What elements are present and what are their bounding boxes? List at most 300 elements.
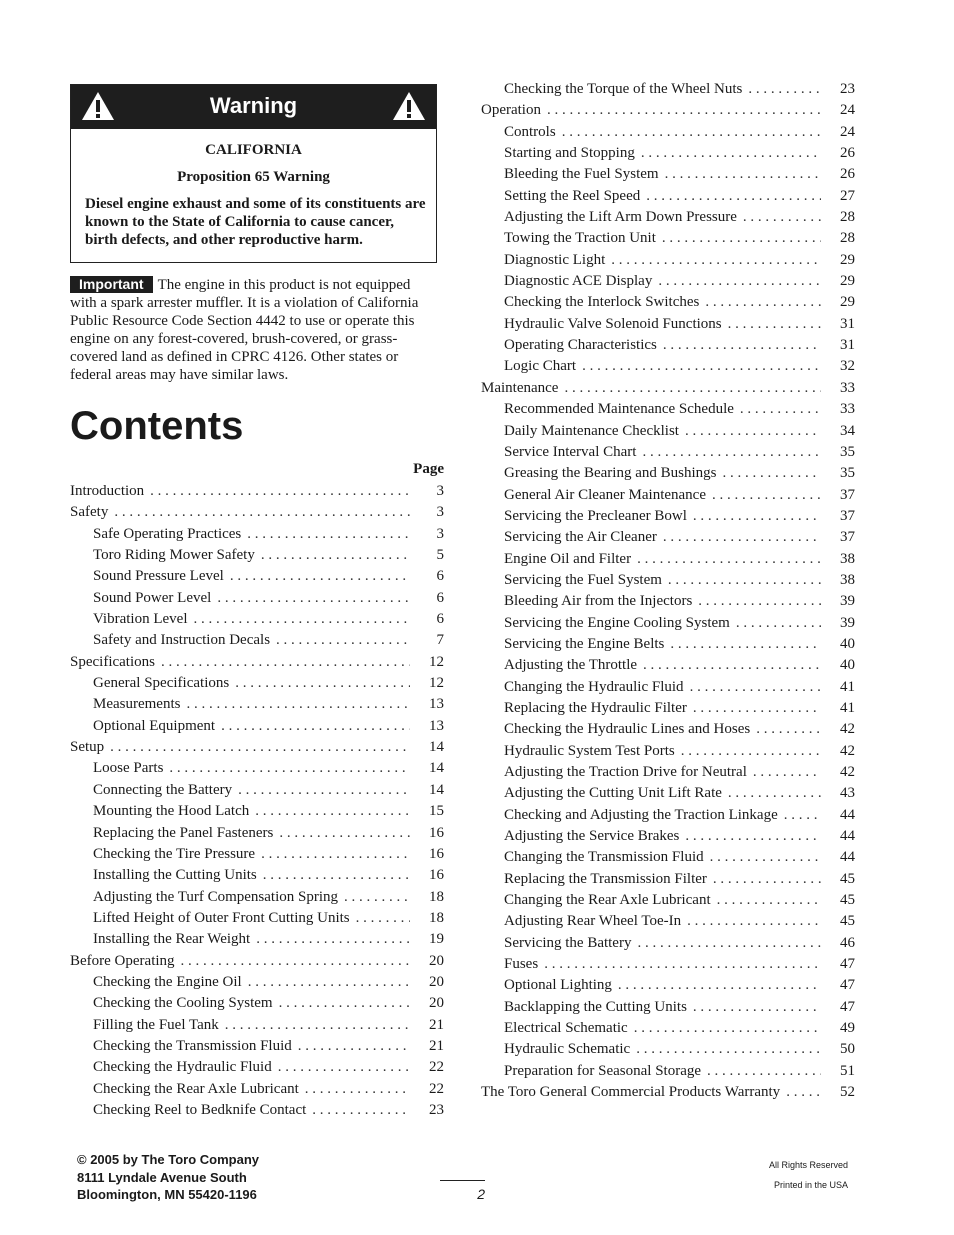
toc-entry-title: Fuses (504, 956, 539, 973)
toc-entry[interactable] (481, 400, 855, 421)
toc-leader-dots (743, 208, 821, 227)
toc-entry-page: 44 (840, 806, 855, 823)
toc-entry-title: Adjusting the Service Brakes (504, 828, 680, 845)
toc-entry-page: 38 (840, 550, 855, 567)
toc-leader-dots (637, 550, 821, 569)
toc-entry-page: 21 (429, 1037, 444, 1054)
publisher-info (77, 1151, 259, 1204)
toc-entry-page: 37 (840, 529, 855, 546)
toc-entry-title: Bleeding Air from the Injectors (504, 593, 693, 610)
toc-entry-page: 5 (436, 547, 444, 564)
toc-entry-title: Checking and Adjusting the Traction Linkage (504, 806, 778, 823)
toc-entry-page: 16 (429, 845, 444, 862)
toc-leader-dots (646, 187, 821, 206)
toc-entry[interactable] (70, 1101, 444, 1122)
toc-entry[interactable] (481, 123, 855, 144)
toc-entry[interactable] (481, 486, 855, 507)
toc-entry-page: 19 (429, 931, 444, 948)
toc-right-column (481, 80, 855, 1105)
toc-entry-title: Sound Power Level (93, 589, 212, 606)
toc-entry-title: Checking the Engine Oil (93, 973, 242, 990)
toc-entry[interactable] (481, 635, 855, 656)
toc-entry-page: 42 (840, 721, 855, 738)
toc-leader-dots (712, 486, 821, 505)
toc-entry-title: Checking the Rear Axle Lubricant (93, 1080, 299, 1097)
warning-triangle-icon (392, 91, 426, 121)
toc-leader-dots (221, 717, 410, 736)
toc-entry-title: Starting and Stopping (504, 145, 635, 162)
toc-entry-page: 6 (436, 589, 444, 606)
toc-entry[interactable] (70, 866, 444, 887)
toc-entry-title: Adjusting the Cutting Unit Lift Rate (504, 785, 722, 802)
toc-leader-dots (698, 592, 821, 611)
toc-entry[interactable] (70, 503, 444, 524)
toc-entry[interactable] (481, 592, 855, 613)
toc-entry-title: Maintenance (481, 379, 559, 396)
toc-entry[interactable] (481, 101, 855, 122)
toc-entry-title: Electrical Schematic (504, 1020, 628, 1037)
toc-leader-dots (618, 976, 821, 995)
toc-entry-title: Engine Oil and Filter (504, 550, 632, 567)
toc-entry[interactable] (481, 528, 855, 549)
toc-entry[interactable] (70, 802, 444, 823)
toc-entry[interactable] (70, 952, 444, 973)
toc-leader-dots (641, 144, 821, 163)
toc-entry-title: Checking Reel to Bedknife Contact (93, 1101, 307, 1118)
toc-entry-page: 3 (436, 504, 444, 521)
toc-entry-page: 24 (840, 123, 855, 140)
page-number-rule (440, 1180, 485, 1181)
toc-entry[interactable] (481, 656, 855, 677)
toc-leader-dots (693, 699, 821, 718)
toc-entry-page: 20 (429, 995, 444, 1012)
toc-entry[interactable] (70, 1058, 444, 1079)
contents-heading: Contents (70, 404, 244, 448)
toc-leader-dots (562, 123, 821, 142)
toc-entry[interactable] (70, 567, 444, 588)
toc-entry[interactable] (70, 994, 444, 1015)
toc-leader-dots (356, 909, 410, 928)
toc-entry-title: Loose Parts (93, 760, 164, 777)
toc-entry-title: Checking the Torque of the Wheel Nuts (504, 81, 743, 97)
toc-leader-dots (748, 80, 821, 99)
page-number: 2 (477, 1186, 485, 1202)
toc-entry-page: 44 (840, 849, 855, 866)
toc-entry-page: 21 (429, 1016, 444, 1033)
toc-entry[interactable] (70, 909, 444, 930)
toc-entry[interactable] (70, 930, 444, 951)
toc-entry-page: 32 (840, 358, 855, 375)
copyright: © 2005 by The Toro Company (77, 1152, 259, 1167)
toc-entry-title: Replacing the Transmission Filter (504, 870, 707, 887)
toc-entry-page: 29 (840, 294, 855, 311)
toc-entry[interactable] (70, 1016, 444, 1037)
toc-leader-dots (181, 952, 410, 971)
toc-leader-dots (230, 567, 410, 586)
toc-leader-dots (668, 571, 821, 590)
toc-entry-title: Introduction (70, 483, 145, 499)
toc-entry-title: Hydraulic Valve Solenoid Functions (504, 315, 722, 332)
toc-entry-page: 50 (840, 1041, 855, 1058)
warning-body: Diesel engine exhaust and some of its constituents are known to the State of California to cause cancer, birth defects, and other reproductive harm. (85, 196, 426, 248)
toc-entry-title: Safety and Instruction Decals (93, 632, 271, 649)
toc-entry-page: 29 (840, 251, 855, 268)
toc-entry-page: 24 (840, 102, 855, 119)
toc-entry-page: 49 (840, 1020, 855, 1037)
toc-entry[interactable] (481, 293, 855, 314)
toc-entry[interactable] (70, 759, 444, 780)
toc-leader-dots (642, 443, 821, 462)
toc-leader-dots (756, 720, 821, 739)
toc-leader-dots (298, 1037, 410, 1056)
toc-entry-page: 52 (840, 1084, 855, 1101)
toc-leader-dots (705, 293, 821, 312)
toc-entry-title: Bleeding the Fuel System (504, 166, 659, 183)
toc-entry-page: 3 (436, 483, 444, 499)
toc-entry-title: Installing the Rear Weight (93, 931, 251, 948)
toc-entry[interactable] (481, 571, 855, 592)
toc-entry-title: Operating Characteristics (504, 337, 657, 354)
toc-entry-title: Backlapping the Cutting Units (504, 998, 687, 1015)
toc-leader-dots (161, 653, 410, 672)
toc-entry[interactable] (481, 699, 855, 720)
toc-entry-title: Toro Riding Mower Safety (93, 547, 255, 564)
toc-entry-title: Recommended Maintenance Schedule (504, 401, 734, 418)
toc-entry[interactable] (481, 891, 855, 912)
toc-entry-page: 12 (429, 653, 444, 670)
toc-entry-title: Changing the Hydraulic Fluid (504, 678, 684, 695)
toc-entry-page: 22 (429, 1080, 444, 1097)
toc-entry[interactable] (70, 824, 444, 845)
toc-entry-title: Checking the Hydraulic Lines and Hoses (504, 721, 751, 738)
toc-leader-dots (736, 614, 821, 633)
toc-leader-dots (663, 336, 821, 355)
toc-leader-dots (278, 1058, 410, 1077)
toc-entry-page: 39 (840, 614, 855, 631)
toc-leader-dots (263, 866, 410, 885)
toc-entry[interactable] (481, 315, 855, 336)
toc-entry-title: Safety (70, 504, 109, 521)
important-badge: Important (70, 276, 153, 293)
toc-entry-page: 35 (840, 443, 855, 460)
toc-leader-dots (279, 994, 410, 1013)
toc-entry[interactable] (481, 165, 855, 186)
toc-leader-dots (634, 1019, 821, 1038)
toc-entry[interactable] (481, 763, 855, 784)
toc-entry[interactable] (481, 848, 855, 869)
toc-leader-dots (687, 912, 821, 931)
toc-entry-title: Installing the Cutting Units (93, 867, 257, 884)
toc-entry[interactable] (481, 208, 855, 229)
toc-entry-title: Before Operating (70, 952, 175, 969)
toc-leader-dots (713, 870, 821, 889)
rights-info (769, 1155, 848, 1195)
toc-entry[interactable] (481, 336, 855, 357)
toc-leader-dots (786, 1083, 821, 1102)
toc-leader-dots (728, 784, 821, 803)
toc-entry-page: 47 (840, 998, 855, 1015)
toc-entry[interactable] (481, 934, 855, 955)
toc-entry-title: Diagnostic ACE Display (504, 273, 653, 290)
rights-reserved: All Rights Reserved (768, 1160, 848, 1170)
toc-leader-dots (784, 806, 821, 825)
toc-entry[interactable] (481, 357, 855, 378)
toc-leader-dots (693, 507, 821, 526)
page-column-header: Page (413, 461, 444, 477)
toc-leader-dots (235, 674, 410, 693)
toc-entry[interactable] (70, 738, 444, 759)
toc-entry-title: Diagnostic Light (504, 251, 606, 268)
toc-entry[interactable] (70, 482, 444, 503)
toc-leader-dots (225, 1016, 410, 1035)
toc-entry-page: 31 (840, 337, 855, 354)
toc-entry[interactable] (481, 614, 855, 635)
toc-entry-page: 6 (436, 568, 444, 585)
toc-leader-dots (717, 891, 821, 910)
toc-leader-dots (169, 759, 410, 778)
toc-leader-dots (255, 802, 410, 821)
toc-entry[interactable] (481, 1040, 855, 1061)
toc-entry[interactable] (70, 546, 444, 567)
toc-entry-page: 14 (429, 739, 444, 756)
toc-leader-dots (658, 272, 821, 291)
toc-entry-title: Vibration Level (93, 611, 188, 628)
warning-box (70, 84, 437, 263)
toc-leader-dots (740, 400, 821, 419)
toc-entry-title: Adjusting Rear Wheel Toe-In (504, 913, 682, 930)
toc-entry-title: Optional Equipment (93, 717, 216, 734)
toc-entry-title: Changing the Rear Axle Lubricant (504, 892, 711, 909)
toc-entry-title: Changing the Transmission Fluid (504, 849, 704, 866)
toc-entry-title: Setup (70, 739, 105, 756)
printed-in: Printed in the USA (773, 1180, 848, 1190)
toc-entry-title: Adjusting the Turf Compensation Spring (93, 888, 339, 905)
toc-entry-page: 18 (429, 888, 444, 905)
toc-entry-title: Connecting the Battery (93, 781, 233, 798)
toc-entry[interactable] (70, 610, 444, 631)
toc-entry-page: 41 (840, 678, 855, 695)
toc-entry-title: Controls (504, 123, 556, 140)
toc-entry[interactable] (70, 1080, 444, 1101)
toc-leader-dots (276, 631, 410, 650)
toc-leader-dots (670, 635, 821, 654)
toc-entry-page: 46 (840, 934, 855, 951)
toc-entry-page: 7 (436, 632, 444, 649)
address-line-1: 8111 Lyndale Avenue South (77, 1169, 247, 1185)
toc-entry[interactable] (70, 695, 444, 716)
toc-entry[interactable] (70, 1037, 444, 1058)
toc-entry-title: Optional Lighting (504, 977, 612, 994)
important-note (70, 276, 440, 384)
toc-leader-dots (193, 610, 410, 629)
toc-leader-dots (636, 1040, 821, 1059)
toc-entry-page: 37 (840, 507, 855, 524)
toc-entry-title: Towing the Traction Unit (504, 230, 656, 247)
toc-entry-page: 42 (840, 764, 855, 780)
toc-entry[interactable] (481, 550, 855, 571)
toc-entry[interactable] (481, 422, 855, 443)
toc-leader-dots (681, 742, 821, 761)
toc-entry[interactable] (481, 784, 855, 805)
toc-entry[interactable] (481, 1019, 855, 1040)
toc-entry[interactable] (70, 653, 444, 674)
toc-entry[interactable] (70, 845, 444, 866)
toc-entry-page: 20 (429, 952, 444, 969)
toc-entry-page: 31 (840, 315, 855, 332)
toc-entry-page: 18 (429, 909, 444, 926)
toc-entry[interactable] (481, 870, 855, 891)
toc-entry[interactable] (481, 507, 855, 528)
toc-entry-page: 45 (840, 870, 855, 887)
toc-entry-title: Hydraulic System Test Ports (504, 742, 675, 759)
toc-entry-title: Logic Chart (504, 358, 577, 375)
toc-entry-page: 16 (429, 824, 444, 841)
toc-leader-dots (344, 888, 410, 907)
toc-entry[interactable] (70, 589, 444, 610)
toc-entry[interactable] (481, 976, 855, 997)
toc-entry-page: 51 (840, 1062, 855, 1079)
toc-left-column (70, 482, 444, 1122)
toc-entry[interactable] (70, 717, 444, 738)
toc-entry[interactable] (481, 229, 855, 250)
toc-entry-title: Servicing the Engine Cooling System (504, 614, 730, 631)
toc-entry-page: 45 (840, 913, 855, 930)
toc-entry[interactable] (70, 525, 444, 546)
toc-entry-page: 13 (429, 717, 444, 734)
toc-entry[interactable] (481, 912, 855, 933)
toc-entry-page: 35 (840, 465, 855, 482)
toc-entry-page: 23 (840, 81, 855, 97)
toc-entry-title: Adjusting the Lift Arm Down Pressure (504, 209, 737, 226)
toc-leader-dots (690, 678, 821, 697)
toc-leader-dots (662, 229, 821, 248)
toc-leader-dots (261, 845, 410, 864)
toc-entry-page: 40 (840, 657, 855, 674)
toc-entry[interactable] (481, 742, 855, 763)
toc-entry[interactable] (481, 806, 855, 827)
toc-entry-page: 6 (436, 611, 444, 628)
toc-leader-dots (665, 165, 821, 184)
toc-entry[interactable] (481, 720, 855, 741)
toc-entry-page: 16 (429, 867, 444, 884)
toc-entry[interactable] (481, 443, 855, 464)
toc-entry-page: 37 (840, 486, 855, 503)
toc-leader-dots (685, 422, 821, 441)
toc-entry[interactable] (481, 187, 855, 208)
toc-entry[interactable] (481, 1083, 855, 1104)
toc-entry-page: 28 (840, 209, 855, 226)
toc-entry-title: Replacing the Panel Fasteners (93, 824, 274, 841)
toc-entry-title: Adjusting the Traction Drive for Neutral (504, 764, 747, 780)
toc-leader-dots (663, 528, 821, 547)
toc-entry-page: 13 (429, 696, 444, 713)
toc-entry-title: Specifications (70, 653, 155, 670)
toc-leader-dots (110, 738, 410, 757)
toc-entry-title: Checking the Hydraulic Fluid (93, 1059, 272, 1076)
toc-entry-title: Measurements (93, 696, 181, 713)
toc-entry-title: Hydraulic Schematic (504, 1041, 631, 1058)
toc-entry-title: General Specifications (93, 675, 230, 692)
toc-entry[interactable] (481, 678, 855, 699)
toc-leader-dots (305, 1080, 410, 1099)
toc-entry-page: 43 (840, 785, 855, 802)
toc-leader-dots (707, 1062, 821, 1081)
toc-entry-title: Daily Maintenance Checklist (504, 422, 679, 439)
toc-leader-dots (186, 695, 410, 714)
toc-entry-title: Adjusting the Throttle (504, 657, 638, 674)
toc-entry[interactable] (481, 998, 855, 1019)
toc-leader-dots (611, 251, 821, 270)
toc-entry[interactable] (481, 827, 855, 848)
toc-entry-page: 22 (429, 1059, 444, 1076)
toc-entry[interactable] (70, 631, 444, 652)
warning-proposition: Proposition 65 Warning (177, 169, 330, 185)
toc-entry[interactable] (481, 272, 855, 293)
toc-entry-page: 14 (429, 781, 444, 798)
warning-title: Warning (209, 93, 298, 118)
toc-entry[interactable] (70, 781, 444, 802)
toc-leader-dots (279, 824, 410, 843)
toc-leader-dots (544, 955, 821, 974)
toc-entry-page: 39 (840, 593, 855, 610)
toc-leader-dots (722, 464, 821, 483)
toc-entry-title: Servicing the Precleaner Bowl (504, 507, 687, 524)
toc-entry-page: 14 (429, 760, 444, 777)
toc-entry-title: Operation (481, 102, 541, 119)
toc-leader-dots (248, 973, 410, 992)
toc-entry[interactable] (481, 144, 855, 165)
toc-leader-dots (710, 848, 821, 867)
toc-entry[interactable] (481, 80, 855, 101)
toc-entry-page: 29 (840, 273, 855, 290)
toc-entry-title: Setting the Reel Speed (504, 187, 641, 204)
toc-entry-page: 44 (840, 828, 855, 845)
toc-entry-title: Service Interval Chart (504, 443, 637, 460)
toc-leader-dots (256, 930, 410, 949)
toc-leader-dots (547, 101, 821, 120)
toc-leader-dots (114, 503, 410, 522)
toc-entry-title: Checking the Tire Pressure (93, 845, 256, 862)
toc-leader-dots (312, 1101, 410, 1120)
toc-entry[interactable] (481, 1062, 855, 1083)
toc-entry[interactable] (70, 888, 444, 909)
toc-entry[interactable] (70, 674, 444, 695)
warning-header (71, 85, 436, 129)
toc-entry-page: 23 (429, 1101, 444, 1118)
toc-leader-dots (564, 379, 821, 398)
toc-entry-title: Safe Operating Practices (93, 525, 242, 542)
toc-entry-page: 27 (840, 187, 855, 204)
toc-leader-dots (238, 781, 410, 800)
toc-entry[interactable] (481, 251, 855, 272)
warning-state: CALIFORNIA (205, 142, 302, 158)
toc-entry-title: The Toro General Commercial Products Warranty (481, 1084, 781, 1101)
toc-entry[interactable] (481, 464, 855, 485)
toc-entry[interactable] (481, 379, 855, 400)
toc-entry-page: 34 (840, 422, 855, 439)
toc-entry-page: 28 (840, 230, 855, 247)
toc-entry-page: 20 (429, 973, 444, 990)
toc-leader-dots (217, 589, 410, 608)
toc-entry[interactable] (481, 955, 855, 976)
toc-entry-title: Mounting the Hood Latch (93, 803, 250, 820)
toc-leader-dots (582, 357, 821, 376)
toc-leader-dots (685, 827, 821, 846)
toc-entry-page: 42 (840, 742, 855, 759)
toc-leader-dots (643, 656, 821, 675)
toc-entry[interactable] (70, 973, 444, 994)
toc-entry-page: 12 (429, 675, 444, 692)
